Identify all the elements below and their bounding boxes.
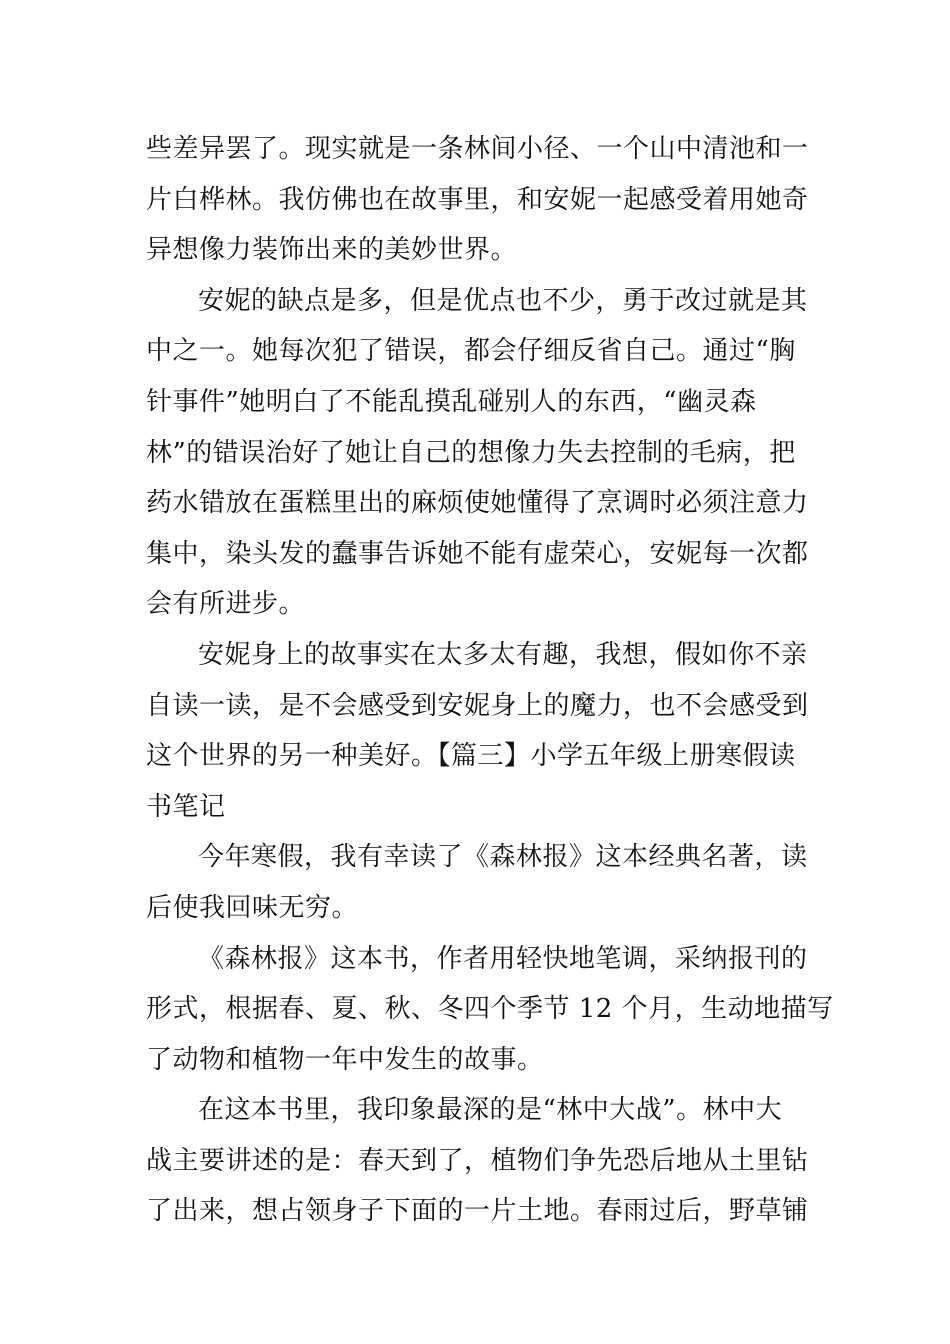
text-line: 这个世界的另一种美好。【篇三】小学五年级上册寒假读	[146, 741, 796, 772]
text-line: 集中，染头发的蠢事告诉她不能有虚荣心，安妮每一次都	[146, 538, 809, 569]
text-line: 战主要讲述的是：春天到了，植物们争先恐后地从土里钻	[146, 1145, 809, 1176]
text-line: 些差异罢了。现实就是一条林间小径、一个山中清池和一	[146, 134, 809, 164]
text-line: 片白桦林。我仿佛也在故事里，和安妮一起感受着用她奇	[146, 184, 809, 215]
body-text	[146, 124, 834, 1237]
text-line: 林”的错误治好了她让自己的想像力失去控制的毛病，把	[146, 437, 796, 468]
text-line: 异想像力装饰出来的美妙世界。	[146, 235, 518, 266]
text-line: 今年寒假，我有幸读了《森林报》这本经典名著，读	[198, 842, 808, 873]
text-line: 自读一读，是不会感受到安妮身上的魔力，也不会感受到	[146, 690, 809, 721]
text-line: 安妮的缺点是多，但是优点也不少，勇于改过就是其	[198, 285, 808, 316]
text-line: 在这本书里，我印象最深的是“林中大战”。林中大	[198, 1095, 783, 1126]
text-line: 《森林报》这本书，作者用轻快地笔调，采纳报刊的	[198, 943, 808, 974]
text-line: 会有所进步。	[146, 589, 306, 620]
text-line: 形式，根据春、夏、秋、冬四个季节 12 个月，生动地描写	[146, 994, 834, 1025]
text-line: 安妮身上的故事实在太多太有趣，我想，假如你不亲	[198, 639, 808, 670]
text-line: 后使我回味无穷。	[146, 892, 359, 923]
text-line: 了动物和植物一年中发生的故事。	[146, 1044, 544, 1075]
text-line: 了出来，想占领身子下面的一片土地。春雨过后，野草铺	[146, 1196, 809, 1227]
text-line: 药水错放在蛋糕里出的麻烦使她懂得了烹调时必须注意力	[146, 488, 809, 519]
text-line: 针事件”她明白了不能乱摸乱碰别人的东西，“幽灵森	[146, 386, 757, 417]
text-line: 书笔记	[146, 791, 226, 822]
text-line: 中之一。她每次犯了错误，都会仔细反省自己。通过“胸	[146, 336, 796, 367]
